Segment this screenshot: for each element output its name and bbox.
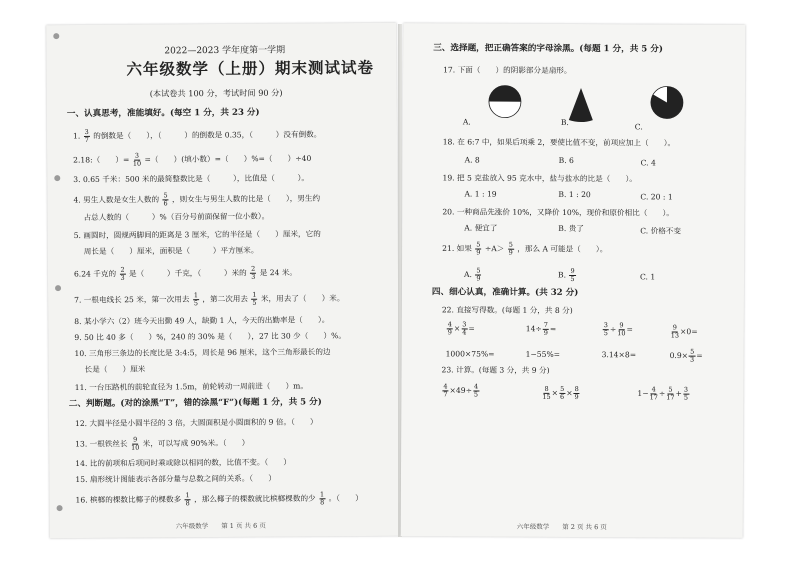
q21-option-b[interactable]: B. $\frac{9}{5}$	[558, 266, 575, 284]
q17-option-c[interactable]: C.	[634, 122, 643, 132]
question-17: 17. 下面（ ）的阴影部分是扇形。	[443, 65, 572, 75]
question-2: 2.18:（ ）= $\frac{3}{10}$ =（ ）(填小数）=（ ）%=（ ）÷40	[73, 151, 312, 168]
q17-option-a[interactable]: A.	[462, 117, 471, 127]
q1-text: 的倒数是（ ），（ ）的倒数是 0.35，（ ）没有倒数。	[93, 129, 322, 141]
question-19: 19. 把 5 克盐放入 95 克水中，盐与盐水的比是（ ）。	[442, 173, 637, 184]
binder-hole	[57, 505, 63, 511]
fraction: $\frac{5}{6}$	[163, 191, 168, 208]
fraction: $\frac{5}{9}$	[508, 240, 513, 257]
question-18: 18. 在 6:7 中，如果后项乘 2，要使比值不变，前项应加上（ ）。	[442, 137, 676, 148]
fraction: $\frac{5}{17}$	[666, 385, 675, 402]
fraction: $\frac{4}{17}$	[649, 385, 658, 402]
calc-item-3: $\frac{3}{5}$ ÷ $\frac{9}{10}$ =	[603, 321, 633, 338]
question-8: 8. 某小学六（2）班今天出勤 49 人，缺勤 1 人，今天的出勤率是（ ）。	[74, 315, 330, 327]
calc-expression-2: $\frac{8}{15}$ × $\frac{5}{6}$ × $\frac{8}{9}$	[542, 384, 579, 402]
fraction: $\frac{9}{10}$	[131, 435, 140, 452]
question-15: 15. 扇形统计图能表示各部分量与总数之间的关系。（ ）	[75, 473, 276, 485]
q18-option-a[interactable]: A. 8	[464, 155, 480, 165]
question-16: 16. 槟榔的棵数比椰子的棵数多 $\frac{1}{8}$ ，那么椰子的棵数就比槟榔棵数的少 $\frac{1}{8}$ 。（ ）	[75, 490, 363, 508]
section-3-heading: 三、选择题，把正确答案的字母涂黑。(每题 1 分，共 5 分)	[433, 43, 663, 55]
page-footer: 六年级数学 第 1 页 共 6 页	[175, 521, 266, 531]
section-1-heading: 一、认真思考，准能填好。(每空 1 分，共 23 分)	[66, 107, 260, 120]
fraction: $\frac{8}{9}$	[574, 385, 579, 402]
question-23: 23. 计算。(每题 3 分，共 9 分)	[441, 365, 550, 375]
fraction: $\frac{1}{5}$	[193, 291, 199, 308]
fraction: $\frac{7}{9}$	[543, 320, 548, 337]
fraction: $\frac{1}{5}$	[252, 290, 257, 307]
fraction: $\frac{5}{3}$	[690, 347, 695, 364]
fraction: $\frac{5}{6}$	[560, 384, 565, 401]
fraction: $\frac{4}{5}$	[473, 382, 479, 399]
calc-expression-3: 1− $\frac{4}{17}$ ÷ $\frac{5}{17}$ + $\frac{3}{5}$	[637, 385, 689, 402]
school-year-header: 2022—2023 学年度第一学期	[164, 45, 286, 57]
fraction: $\frac{9}{5}$	[570, 266, 575, 284]
q19-option-c[interactable]: C. 20 : 1	[640, 192, 673, 202]
fraction: $\frac{3}{5}$	[603, 321, 608, 338]
question-12: 12. 大圆半径是小圆半径的 3 倍，大圆面积是小圆面积的 9 倍。（ ）	[74, 417, 318, 429]
question-1	[73, 127, 321, 144]
question-6: 6.24 千克的 $\frac{2}{3}$ 是（ ）千克，（ ）米的 $\frac{2}{3}$ 是 24 米。	[73, 264, 298, 282]
q20-option-b[interactable]: B. 贵了	[558, 223, 584, 234]
calc-expression-1: $\frac{4}{7}$ ×49÷ $\frac{4}{5}$	[443, 382, 479, 399]
question-7: 7. 一根电线长 25 米，第一次用去 $\frac{1}{5}$ ，第二次用去 $\frac{1}{5}$ 米，用去了（ ）米。	[74, 290, 345, 308]
question-9: 9. 50 比 40 多（ ）%，240 的 30% 是（ ），27 比 30 少（ ）%。	[74, 331, 346, 343]
question-13: 13. 一根铁丝长 $\frac{9}{10}$ 米，可以写成 90%米。（ ）	[75, 435, 250, 452]
fraction: $\frac{2}{3}$	[120, 265, 125, 282]
exam-page-right	[401, 23, 746, 538]
calc-item-5: 1000×75%=	[445, 349, 495, 359]
q20-option-c[interactable]: C. 价格不变	[640, 226, 682, 236]
fraction: $\frac{3}{10}$	[132, 151, 142, 168]
fraction: $\frac{1}{8}$	[319, 490, 325, 507]
question-3: 3. 0.65 千米：500 米的最简整数比是（ ），比值是（ ）。	[73, 173, 310, 185]
question-10-line-2: 长是（ ）厘米	[84, 364, 146, 374]
circle-sector-icon	[487, 84, 523, 120]
section-2-heading: 二、判断题。(对的涂黑“T”，错的涂黑“F”)(每题 1 分，共 5 分)	[68, 397, 322, 410]
question-11: 11. 一台压路机的前轮直径为 1.5m，前轮转动一周前进（ ）m。	[74, 381, 309, 393]
question-20: 20. 一种商品先涨价 10%，又降价 10%，现价和原价相比（ ）。	[442, 207, 674, 218]
q21-option-a[interactable]: A. $\frac{5}{9}$	[464, 266, 481, 283]
sector-figure-c	[649, 84, 685, 120]
binder-hole	[54, 175, 60, 181]
fraction: $\frac{5}{9}$	[476, 240, 481, 257]
question-22: 22. 直接写得数。(每题 1 分，共 8 分)	[441, 305, 573, 315]
section-4-heading: 四、细心认真，准确计算。(共 32 分)	[431, 287, 579, 299]
exam-page-left	[46, 23, 400, 538]
calc-item-7: 3.14×8=	[601, 350, 637, 360]
q21-option-c[interactable]: C. 1	[639, 272, 656, 282]
binder-hole	[55, 285, 61, 291]
question-5: 5. 画圆时，圆规两脚间的距离是 3 厘米，它的半径是（ ）厘米，它的	[73, 229, 321, 241]
q19-option-b[interactable]: B. 1 : 20	[558, 189, 591, 200]
question-10: 10. 三角形三条边的长度比是 3:4:5，周长是 96 厘米，这个三角形最长的边	[74, 347, 331, 359]
fraction: $\frac{1}{8}$	[185, 491, 190, 508]
calc-item-1: $\frac{4}{9}$ × $\frac{3}{4}$ =	[447, 320, 475, 337]
fraction: $\frac{8}{15}$	[542, 384, 551, 401]
fraction: $\frac{3}{5}$	[683, 385, 689, 402]
fraction: $\frac{4}{7}$	[443, 382, 448, 399]
fraction: $\frac{3}{7}$	[84, 127, 89, 144]
fraction: $\frac{2}{3}$	[251, 264, 256, 281]
circle-sector-icon	[649, 84, 685, 120]
exam-subtitle: (本试卷共 100 分，考试时间 90 分)	[149, 87, 283, 99]
exam-title: 六年级数学（上册）期末测试试卷	[126, 57, 375, 79]
question-4-line-2: 占总人数的（ ）%（百分号前面保留一位小数）。	[83, 211, 270, 222]
q18-option-c[interactable]: C. 4	[640, 158, 656, 168]
binder-holes	[50, 25, 68, 538]
question-14: 14. 比的前项和后项同时乘或除以相同的数，比值不变。（ ）	[75, 457, 292, 469]
page-footer: 六年级数学 第 2 页 共 6 页	[516, 522, 607, 532]
question-4: 4. 男生人数是女生人数的 $\frac{5}{6}$ ，则女生与男生人数的比是（ ），男生约	[73, 191, 321, 208]
q20-option-a[interactable]: A. 便宜了	[464, 223, 498, 233]
binder-hole	[53, 33, 59, 39]
sector-figure-a	[487, 84, 523, 120]
q19-option-a[interactable]: A. 1 : 19	[464, 189, 497, 199]
fraction: $\frac{4}{9}$	[447, 320, 452, 337]
fraction: $\frac{9}{13}$	[670, 323, 680, 340]
calc-item-4: $\frac{9}{13}$ ×0=	[670, 323, 698, 340]
calc-item-6: 1−55%=	[525, 349, 561, 359]
fraction: $\frac{3}{4}$	[462, 320, 467, 337]
q18-option-b[interactable]: B. 6	[558, 155, 574, 166]
question-5-line-2: 周长是（ ）厘米，面积是（ ）平方厘米。	[83, 245, 259, 256]
question-21: 21. 如果 $\frac{5}{9}$ ÷A＞ $\frac{5}{9}$ ，那么 A 可能是（ ）。	[442, 240, 608, 257]
fraction: $\frac{9}{10}$	[617, 321, 626, 338]
q17-option-b[interactable]: B.	[560, 117, 569, 127]
fraction: $\frac{5}{9}$	[476, 266, 481, 283]
q1-number: 1.	[72, 131, 81, 141]
calc-item-8: 0.9× $\frac{5}{3}$ =	[669, 347, 703, 364]
calc-item-2: 14÷ $\frac{7}{9}$ =	[525, 320, 557, 337]
